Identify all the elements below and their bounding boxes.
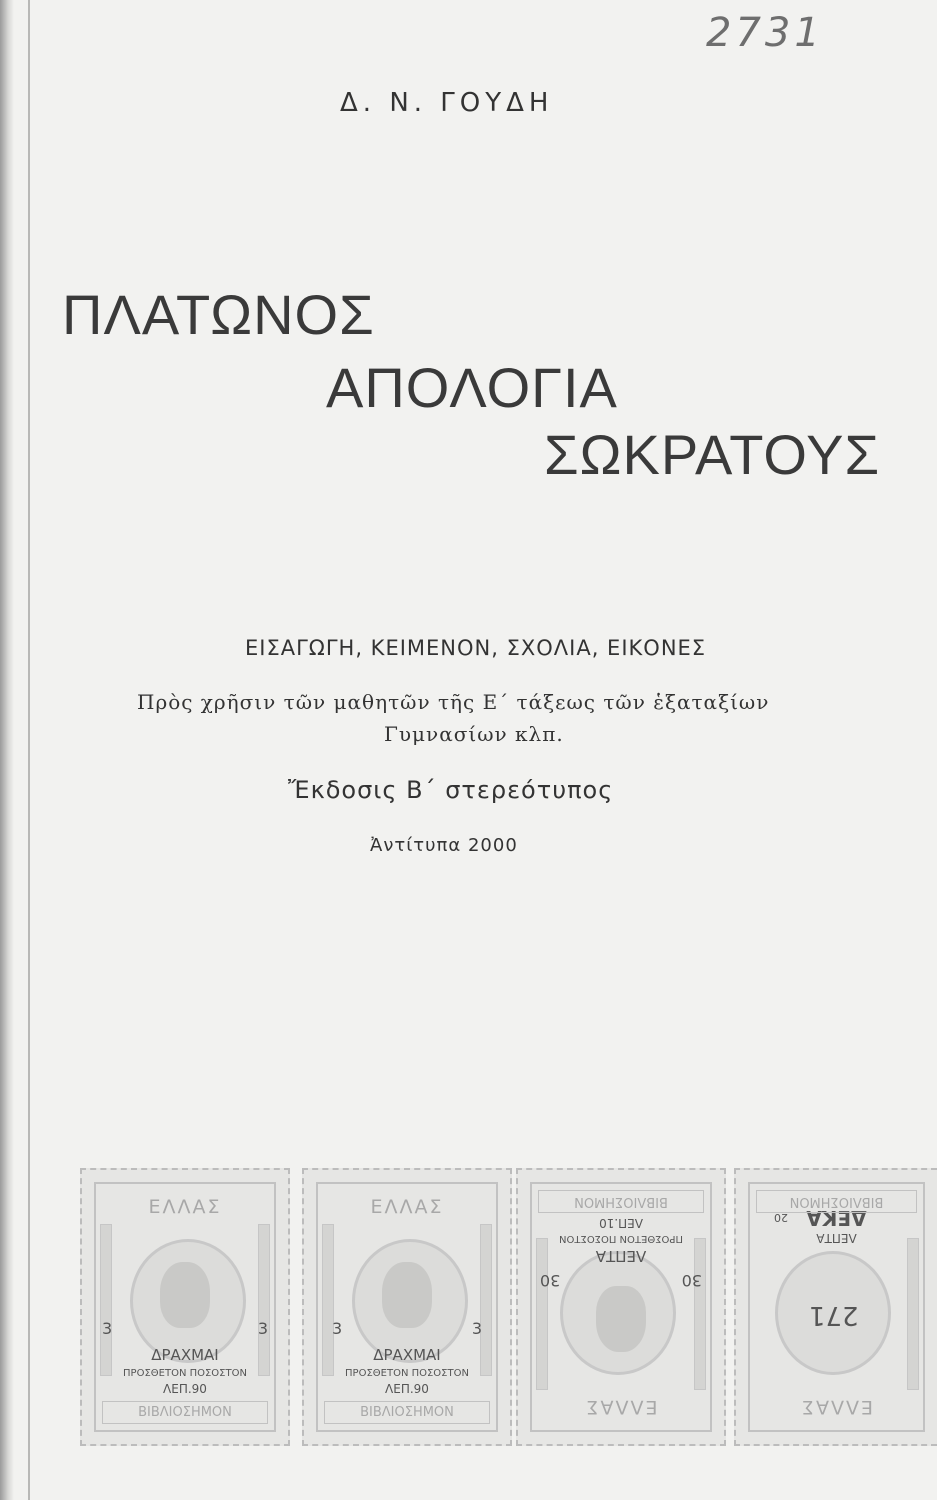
copies-line: Ἀντίτυπα 2000 <box>370 835 518 856</box>
contents-line: ΕΙΣΑΓΩΓΗ, ΚΕΙΜΕΝΟΝ, ΣΧΟΛΙΑ, ΕΙΚΟΝΕΣ <box>245 636 707 660</box>
usage-line-1: Πρὸς χρῆσιν τῶν μαθητῶν τῆς Ε΄ τάξεως τῶν ἑξαταξίων <box>137 690 770 714</box>
title-line-3: ΣΩΚΡΑΤΟΥΣ <box>544 423 881 486</box>
stamp-value-word: ΛΕΠΤΑ <box>595 1247 647 1265</box>
stamp-pillar <box>907 1238 919 1390</box>
stamp-value-left: 30 <box>681 1271 702 1290</box>
stamp-surcharge-value: ΛΕΠ.90 <box>163 1382 207 1396</box>
title-line-2: ΑΠΟΛΟΓΙΑ <box>326 356 618 419</box>
stamp-frame <box>316 1182 498 1432</box>
stamp-country: ΕΛΛΑΣ <box>370 1196 444 1218</box>
usage-line-2: Γυμνασίων κλπ. <box>384 722 564 746</box>
revenue-stamp-3 <box>516 1168 726 1446</box>
edition-line: Ἔκδοσις Β΄ στερεότυπος <box>288 776 614 804</box>
stamp-surcharge: ΠΡΟΣΘΕΤΟΝ ΠΟΣΟΣΤΟΝ <box>559 1233 683 1244</box>
author-name: Δ. Ν. ΓΟΥΔΗ <box>340 88 554 118</box>
revenue-stamp-2 <box>302 1168 512 1446</box>
stamp-value-word: ΔΡΑΧΜΑΙ <box>373 1346 441 1364</box>
stamp-country: ΕΛΛΑΣ <box>800 1396 874 1418</box>
portrait-icon <box>596 1286 646 1352</box>
stamp-value-right: 3 <box>257 1319 268 1338</box>
stamp-serial: 271 <box>808 1300 859 1330</box>
revenue-stamp-1 <box>80 1168 290 1446</box>
portrait-icon <box>382 1262 432 1328</box>
stamp-value-left: 3 <box>102 1319 113 1338</box>
stamp-country: ΕΛΛΑΣ <box>584 1396 658 1418</box>
stamp-value-word: ΔΕΚΑ <box>806 1206 867 1230</box>
stamp-surcharge: ΠΡΟΣΘΕΤΟΝ ΠΟΣΟΣΤΟΝ <box>123 1368 247 1379</box>
stamp-type: ΒΙΒΛΙΟΣΗΜΟΝ <box>102 1401 268 1424</box>
stamp-frame <box>94 1182 276 1432</box>
stamp-surcharge-value: ΛΕΠ.90 <box>385 1382 429 1396</box>
page-fold-line <box>28 0 30 1500</box>
stamp-surcharge-value: ΛΕΠ.10 <box>599 1216 643 1230</box>
stamp-value-left: 3 <box>332 1319 343 1338</box>
portrait-icon <box>160 1262 210 1328</box>
revenue-stamp-4 <box>734 1168 937 1446</box>
stamp-frame-inverted <box>748 1182 925 1432</box>
stamp-frame-inverted <box>530 1182 712 1432</box>
page-edge-shadow <box>0 0 14 1500</box>
stamp-value-number: 20 <box>774 1211 788 1224</box>
catalog-number: 2731 <box>706 10 824 56</box>
stamp-surcharge: ΠΡΟΣΘΕΤΟΝ ΠΟΣΟΣΤΟΝ <box>345 1368 469 1379</box>
stamp-value-right: 30 <box>540 1271 561 1290</box>
title-line-1: ΠΛΑΤΩΝΟΣ <box>62 283 375 346</box>
stamp-country: ΕΛΛΑΣ <box>148 1196 222 1218</box>
stamp-type: ΒΙΒΛΙΟΣΗΜΟΝ <box>538 1190 704 1213</box>
stamp-value-right: 3 <box>471 1319 482 1338</box>
stamp-type: ΒΙΒΛΙΟΣΗΜΟΝ <box>756 1190 917 1213</box>
stamp-small-word: ΛΕΠΤΑ <box>816 1231 857 1245</box>
stamp-value-word: ΔΡΑΧΜΑΙ <box>151 1346 219 1364</box>
stamp-type: ΒΙΒΛΙΟΣΗΜΟΝ <box>324 1401 490 1424</box>
